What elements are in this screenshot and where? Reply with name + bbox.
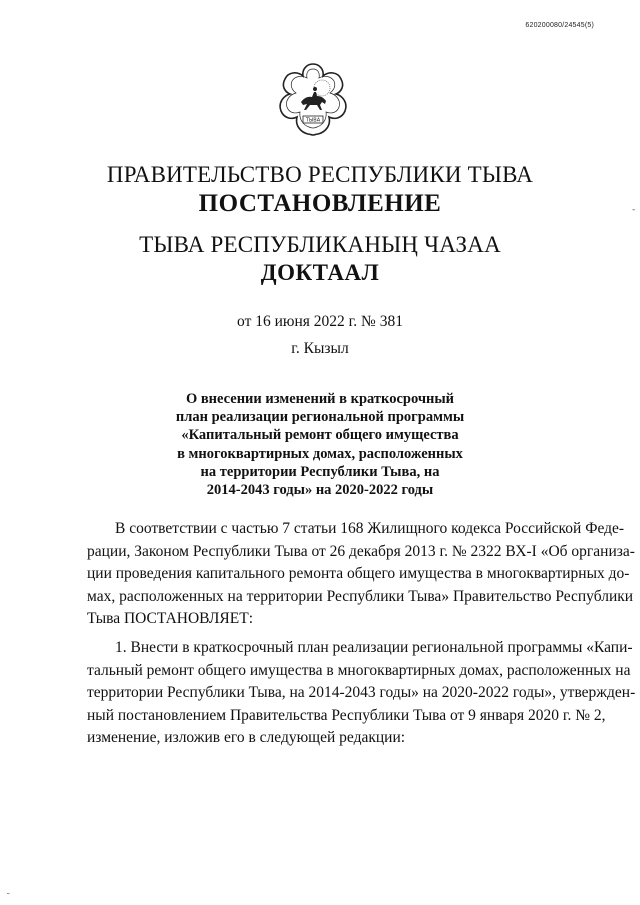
paragraph-line: Тыва ПОСТАНОВЛЯЕТ: [87, 610, 254, 628]
title-line: план реализации региональной программы [175, 409, 465, 426]
paragraph-item-1 [87, 637, 636, 750]
document-id: 620200080/24545(5) [525, 22, 594, 29]
paragraph-line: территории Республики Тыва, на 2014-2043 годы» на 2020-2022 годы», утвержден- [87, 684, 636, 702]
paragraph-preamble [87, 518, 635, 631]
resolution-title-tyv: ДОКТААЛ [260, 260, 380, 285]
government-title-tyv: ТЫВА РЕСПУБЛИКАНЫҢ ЧАЗАА [139, 232, 501, 257]
scan-mark: ˘ [6, 893, 11, 903]
title-line: на территории Республики Тыва, на [200, 463, 440, 480]
paragraph-line: рации, Законом Республики Тыва от 26 декабря 2013 г. № 2322 ВХ-І «Об организа- [87, 542, 635, 560]
paragraph-line: В соответствии с частью 7 статьи 168 Жилищного кодекса Российской Феде- [115, 520, 625, 537]
title-line: 2014-2043 годы» на 2020-2022 годы [206, 482, 434, 499]
title-line: О внесении изменений в краткосрочный [185, 391, 455, 407]
government-title-ru: ПРАВИТЕЛЬСТВО РЕСПУБЛИКИ ТЫВА [106, 162, 534, 187]
paragraph-line: ции проведения капитального ремонта общего имущества в многоквартирных до- [87, 565, 630, 583]
scan-mark: - [632, 205, 636, 215]
resolution-title-ru: ПОСТАНОВЛЕНИЕ [198, 190, 442, 217]
city: г. Кызыл [291, 340, 349, 357]
paragraph-line: изменение, изложив его в следующей редакции: [87, 729, 406, 747]
paragraph-line: мах, расположенных на территории Республики Тыва» Правительство Республики [87, 587, 634, 605]
paragraph-line: тальный ремонт общего имущества в многоквартирных домах, расположенных на [87, 661, 631, 679]
emblem-text: ТЫВА [305, 117, 321, 124]
paragraph-line: 1. Внести в краткосрочный план реализации региональной программы «Капи- [115, 639, 633, 656]
emblem-icon [268, 58, 358, 148]
date-number: от 16 июня 2022 г. № 381 [237, 313, 403, 330]
document-title [150, 390, 490, 499]
title-line: в многоквартирных домах, расположенных [177, 445, 463, 462]
title-line: «Капитальный ремонт общего имущества [181, 427, 459, 444]
paragraph-line: ный постановлением Правительства Республики Тыва от 9 января 2020 г. № 2, [87, 706, 606, 724]
